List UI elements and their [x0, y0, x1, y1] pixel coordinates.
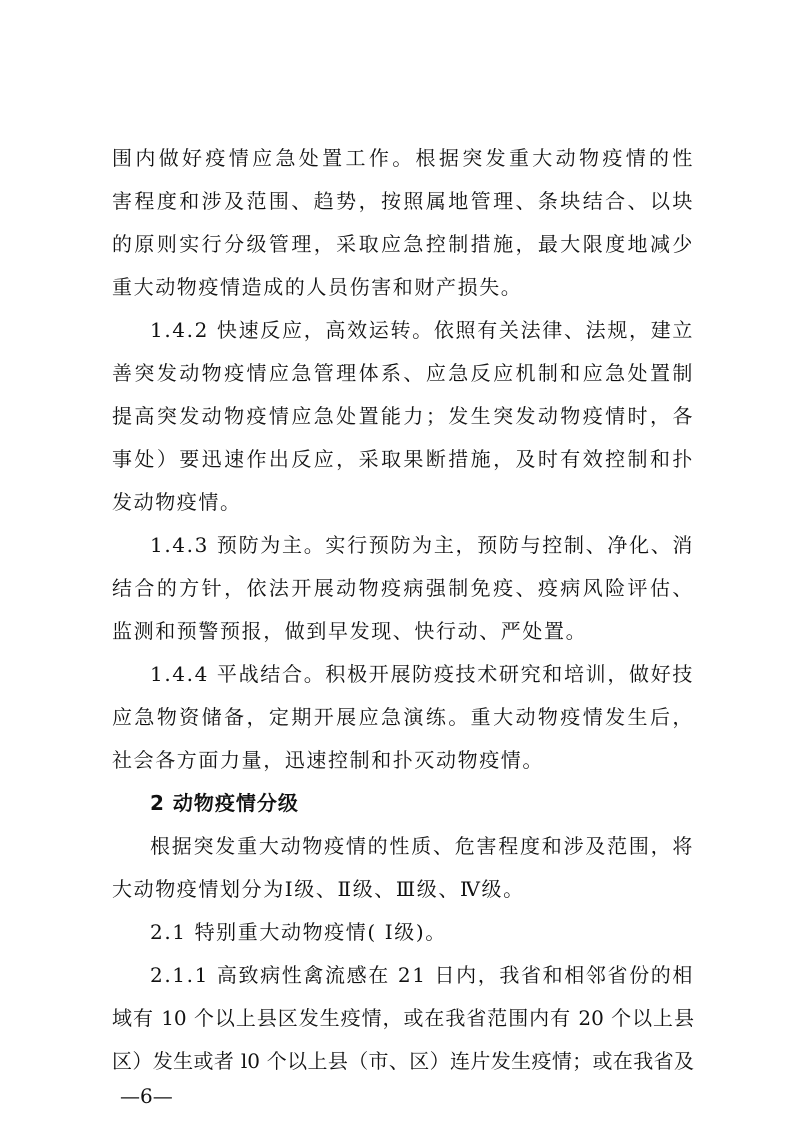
- paragraph-line: 重大动物疫情造成的人员伤害和财产损失。: [112, 275, 523, 299]
- paragraph-line: 的原则实行分级管理，采取应急控制措施，最大限度地减少: [112, 232, 694, 256]
- paragraph-line: 应急物资储备，定期开展应急演练。重大动物疫情发生后，: [112, 705, 694, 729]
- paragraph-line: 域有 10 个以上县区发生疫情，或在我省范围内有 20 个以上县: [112, 1006, 694, 1030]
- section-2-1-1-line: 2.1.1 高致病性禽流感在 21 日内，我省和相邻省份的相: [150, 963, 694, 987]
- paragraph-line: 提高突发动物疫情应急处置能力；发生突发动物疫情时，各: [112, 404, 694, 428]
- paragraph-line: 发动物疫情。: [112, 490, 242, 514]
- section-2-heading: 2 动物疫情分级: [150, 791, 299, 815]
- paragraph-line: 大动物疫情划分为Ⅰ级、Ⅱ级、Ⅲ级、Ⅳ级。: [112, 877, 525, 901]
- paragraph-line: 结合的方针，依法开展动物疫病强制免疫、疫病风险评估、: [112, 576, 694, 600]
- section-1-4-3-line: 1.4.3 预防为主。实行预防为主，预防与控制、净化、消: [150, 533, 694, 557]
- paragraph-line: 事处）要迅速作出反应，采取果断措施，及时有效控制和扑: [112, 447, 694, 471]
- paragraph-line: 区）发生或者 l0 个以上县（市、区）连片发生疫情；或在我省及: [112, 1049, 694, 1073]
- paragraph-line: 根据突发重大动物疫情的性质、危害程度和涉及范围，将: [150, 834, 694, 858]
- section-1-4-4-line: 1.4.4 平战结合。积极开展防疫技术研究和培训，做好技: [150, 662, 694, 686]
- section-1-4-2-line: 1.4.2 快速反应，高效运转。依照有关法律、法规，建立: [150, 318, 694, 342]
- paragraph-line: 害程度和涉及范围、趋势，按照属地管理、条块结合、以块: [112, 189, 694, 213]
- paragraph-line: 围内做好疫情应急处置工作。根据突发重大动物疫情的性: [112, 146, 694, 170]
- paragraph-line: 社会各方面力量，迅速控制和扑灭动物疫情。: [112, 748, 544, 772]
- paragraph-line: 善突发动物疫情应急管理体系、应急反应机制和应急处置制: [112, 361, 694, 385]
- section-2-1-heading: 2.1 特别重大动物疫情( Ⅰ级)。: [150, 920, 447, 944]
- paragraph-line: 监测和预警预报，做到早发现、快行动、严处置。: [112, 619, 588, 643]
- page-number: —6—: [120, 1084, 173, 1108]
